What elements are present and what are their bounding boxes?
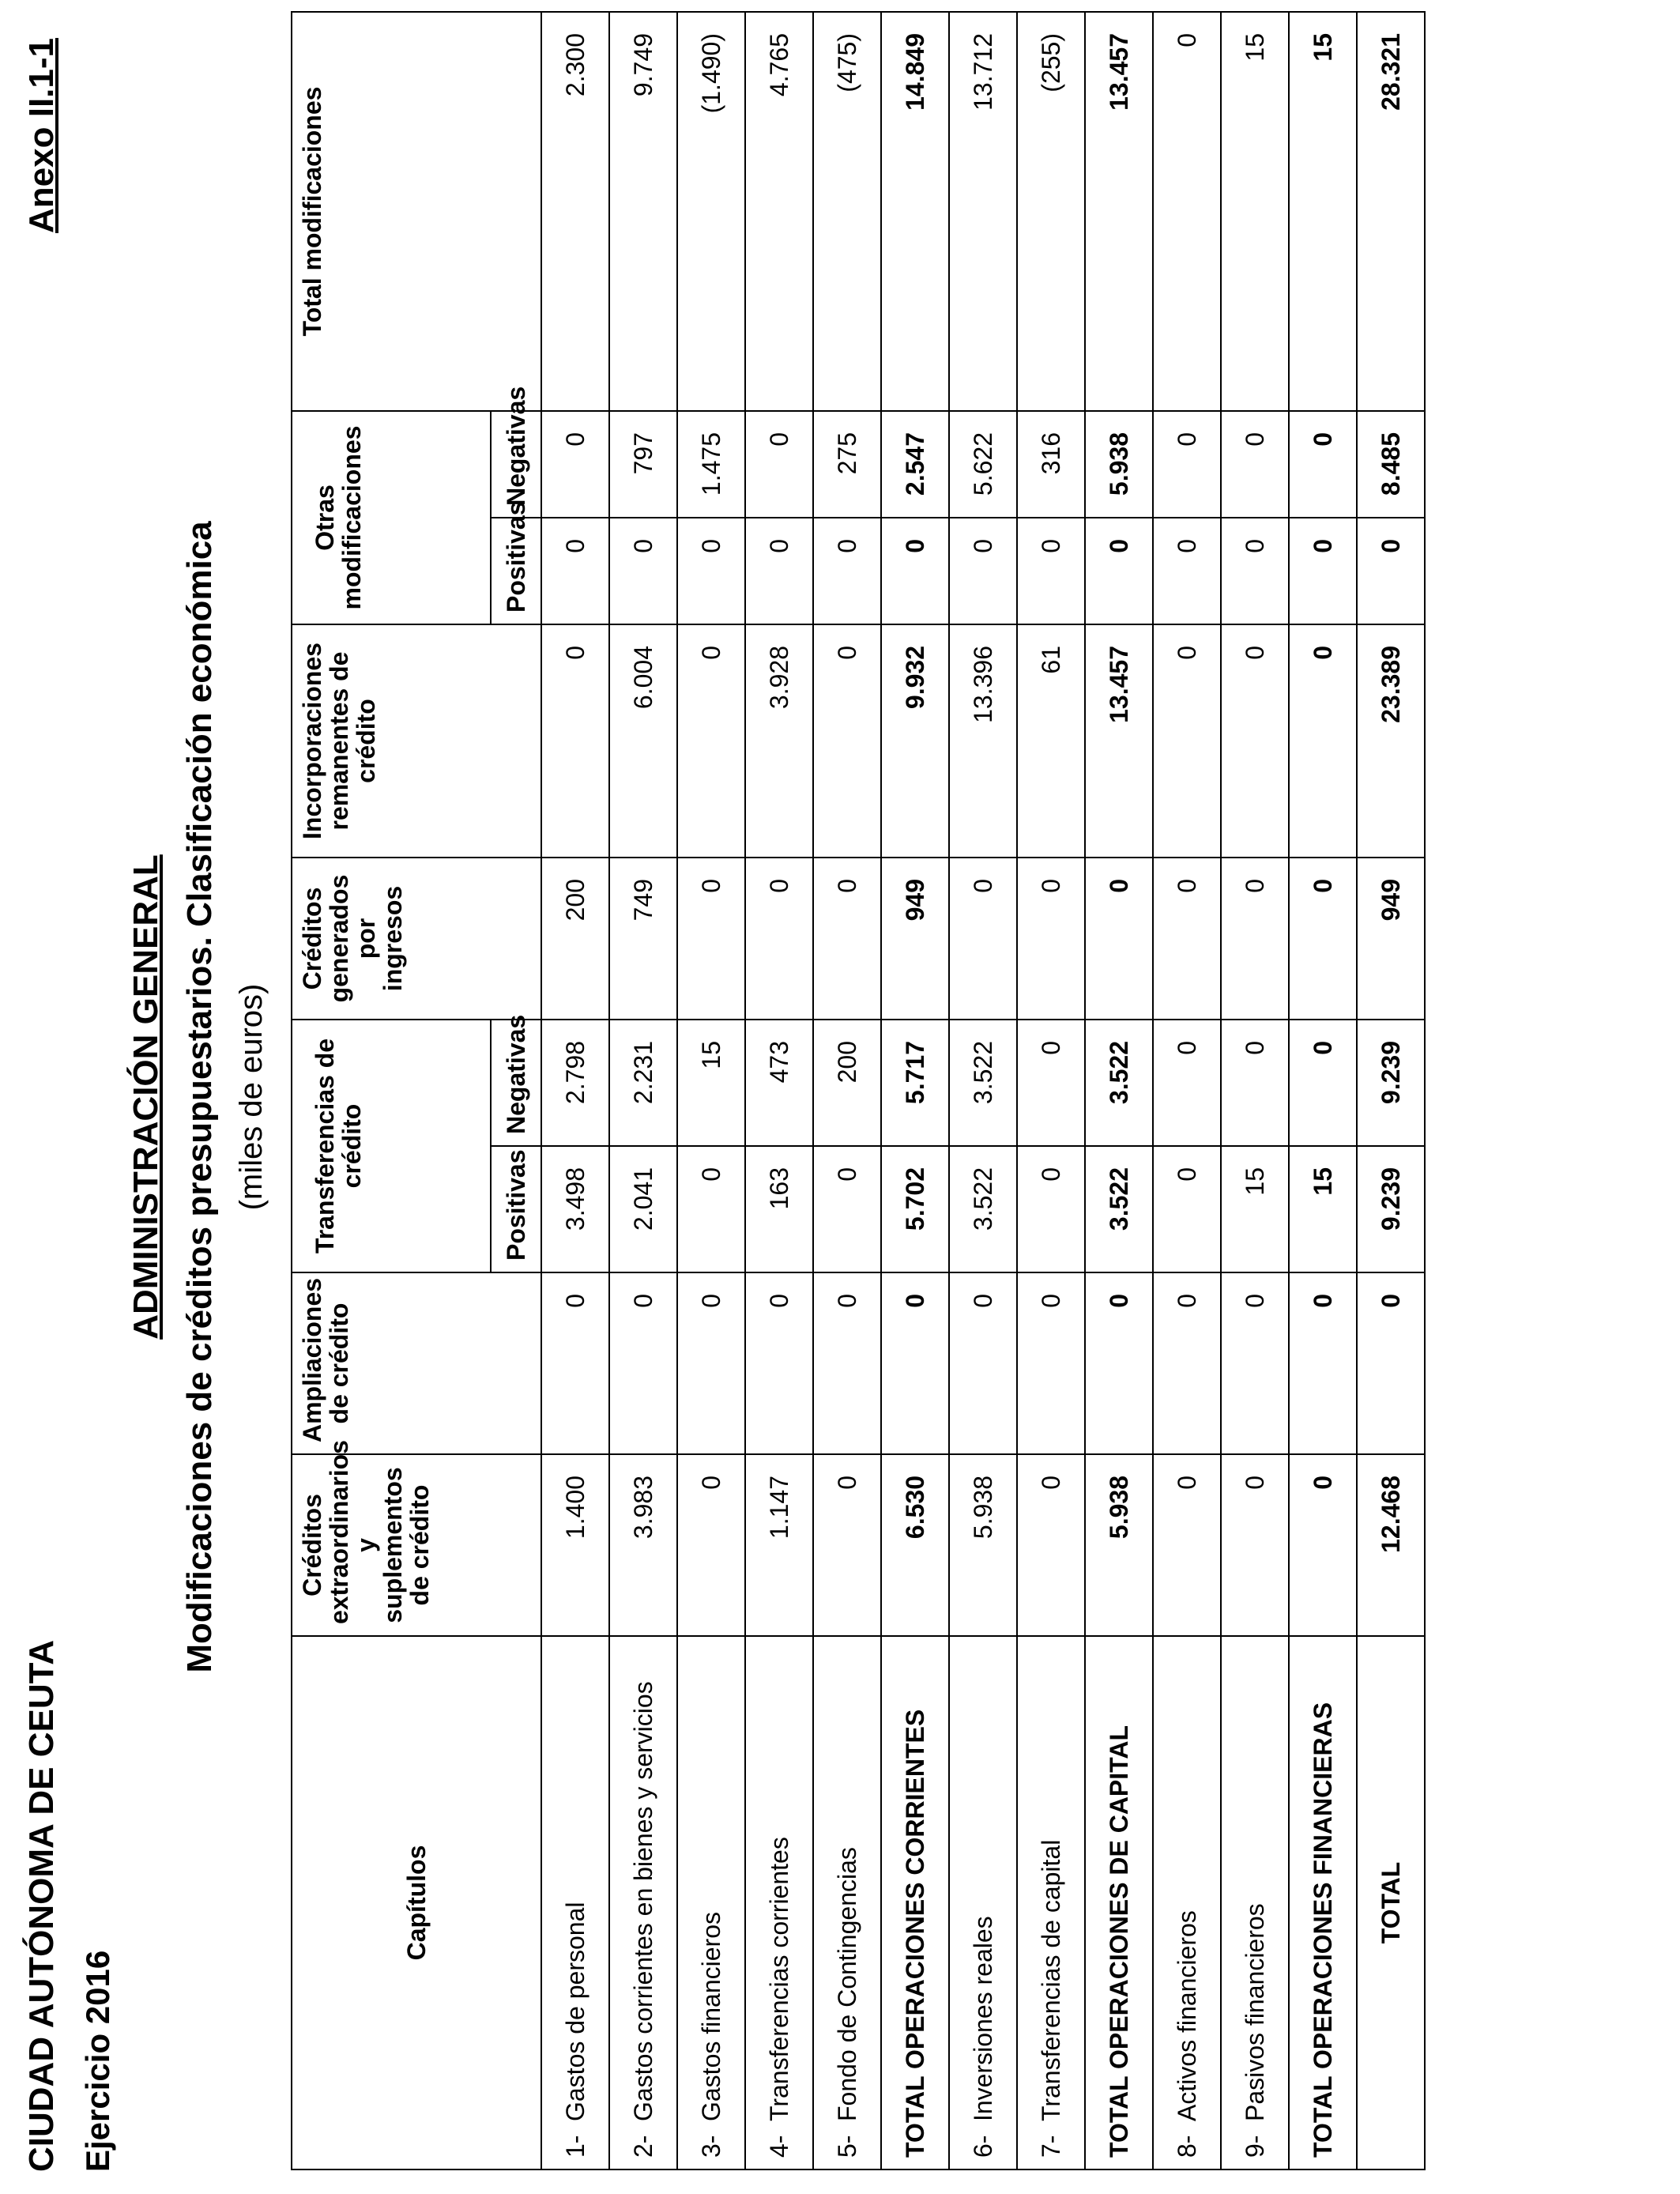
value-cell: 0 xyxy=(1289,1020,1357,1146)
row-label xyxy=(1017,1636,1085,2169)
value-cell: 0 xyxy=(949,858,1017,1020)
value-cell: 1.147 xyxy=(745,1454,813,1636)
value-cell: 0 xyxy=(677,1454,745,1636)
value-cell: 1.475 xyxy=(677,411,745,518)
value-cell: 0 xyxy=(1017,1146,1085,1272)
value-cell: 0 xyxy=(1221,1020,1289,1146)
table-row xyxy=(1153,12,1221,2169)
value-cell: 316 xyxy=(1017,411,1085,518)
row-label xyxy=(541,1636,609,2169)
table-body xyxy=(541,12,1425,2169)
value-cell: 0 xyxy=(1153,1020,1221,1146)
value-cell: 9.239 xyxy=(1357,1146,1425,1272)
subtotal-row xyxy=(1289,12,1357,2169)
value-cell: 2.798 xyxy=(541,1020,609,1146)
value-cell: 0 xyxy=(1153,1454,1221,1636)
table-row xyxy=(745,12,813,2169)
chapter-label: Gastos financieros xyxy=(696,1911,725,2121)
value-cell: 749 xyxy=(609,858,677,1020)
row-label xyxy=(745,1636,813,2169)
value-cell: 0 xyxy=(1289,858,1357,1020)
header-transferencias-negativas: Negativas xyxy=(491,1020,541,1146)
chapter-label: TOTAL OPERACIONES CORRIENTES xyxy=(900,1709,929,2158)
value-cell: 473 xyxy=(745,1020,813,1146)
row-label xyxy=(1153,1636,1221,2169)
value-cell: 0 xyxy=(1289,624,1357,858)
table-row xyxy=(813,12,881,2169)
units-note: (miles de euros) xyxy=(234,983,269,1211)
value-cell: 0 xyxy=(1153,1272,1221,1454)
chapter-number: 1- xyxy=(560,2135,590,2158)
value-cell: 15 xyxy=(1221,1146,1289,1272)
table-row xyxy=(1221,12,1289,2169)
chapter-label: Activos financieros xyxy=(1172,1910,1201,2121)
annex-label: Anexo II.1-1 xyxy=(22,38,61,233)
header-transferencias-positivas: Positivas xyxy=(491,1146,541,1272)
row-label xyxy=(813,1636,881,2169)
value-cell: 5.938 xyxy=(949,1454,1017,1636)
table-row xyxy=(541,12,609,2169)
chapter-label: Fondo de Contingencias xyxy=(832,1847,861,2121)
header-ampliaciones: Ampliaciones de crédito xyxy=(292,1272,541,1454)
value-cell: 0 xyxy=(541,624,609,858)
value-cell: 3.983 xyxy=(609,1454,677,1636)
value-cell: 0 xyxy=(813,1146,881,1272)
value-cell: 0 xyxy=(1153,624,1221,858)
value-cell: 0 xyxy=(949,518,1017,624)
chapter-label: TOTAL xyxy=(1376,1861,1405,1944)
value-cell: 163 xyxy=(745,1146,813,1272)
value-cell: 797 xyxy=(609,411,677,518)
value-cell: 5.702 xyxy=(881,1146,949,1272)
chapter-label: Gastos corrientes en bienes y servicios xyxy=(628,1681,657,2121)
value-cell: (1.490) xyxy=(677,12,745,411)
value-cell: 200 xyxy=(813,1020,881,1146)
value-cell: 0 xyxy=(1221,1272,1289,1454)
value-cell: 13.396 xyxy=(949,624,1017,858)
value-cell: 0 xyxy=(1017,518,1085,624)
header-transferencias: Transferencias de crédito xyxy=(292,1020,491,1272)
table-row xyxy=(949,12,1017,2169)
value-cell: 949 xyxy=(1357,858,1425,1020)
row-label xyxy=(677,1636,745,2169)
value-cell: 5.938 xyxy=(1085,1454,1153,1636)
value-cell: 0 xyxy=(609,518,677,624)
chapter-number: 5- xyxy=(832,2135,861,2158)
value-cell: 8.485 xyxy=(1357,411,1425,518)
value-cell: 0 xyxy=(677,1146,745,1272)
value-cell: 275 xyxy=(813,411,881,518)
value-cell: 0 xyxy=(541,518,609,624)
table-row xyxy=(1017,12,1085,2169)
value-cell: 0 xyxy=(541,1272,609,1454)
value-cell: (255) xyxy=(1017,12,1085,411)
value-cell: 9.749 xyxy=(609,12,677,411)
header-creditos-generados: Créditos generados por ingresos xyxy=(292,858,541,1020)
value-cell: 3.522 xyxy=(949,1020,1017,1146)
row-label xyxy=(1289,1636,1357,2169)
value-cell: 0 xyxy=(813,1272,881,1454)
chapter-number: 7- xyxy=(1036,2135,1065,2158)
value-cell: 200 xyxy=(541,858,609,1020)
value-cell: 14.849 xyxy=(881,12,949,411)
value-cell: 3.522 xyxy=(1085,1146,1153,1272)
table-row xyxy=(677,12,745,2169)
report-title: ADMINISTRACIÓN GENERAL xyxy=(126,854,165,1340)
value-cell: 6.004 xyxy=(609,624,677,858)
value-cell: 0 xyxy=(677,518,745,624)
row-label xyxy=(1357,1636,1425,2169)
value-cell: 0 xyxy=(1221,411,1289,518)
value-cell: 3.522 xyxy=(1085,1020,1153,1146)
value-cell: 0 xyxy=(1153,1146,1221,1272)
report-subtitle: Modificaciones de créditos presupuestarios. Clasificación económica xyxy=(180,521,219,1673)
header-capitulos: Capítulos xyxy=(292,1636,541,2169)
value-cell: 949 xyxy=(881,858,949,1020)
value-cell: 2.300 xyxy=(541,12,609,411)
value-cell: 0 xyxy=(1017,1454,1085,1636)
value-cell: 0 xyxy=(1357,1272,1425,1454)
value-cell: 0 xyxy=(813,858,881,1020)
fiscal-year: Ejercicio 2016 xyxy=(79,1950,116,2172)
grand-total-row xyxy=(1357,12,1425,2169)
value-cell: 0 xyxy=(881,518,949,624)
value-cell: 4.765 xyxy=(745,12,813,411)
value-cell: 0 xyxy=(1221,624,1289,858)
value-cell: 13.712 xyxy=(949,12,1017,411)
value-cell: 0 xyxy=(813,624,881,858)
value-cell: 0 xyxy=(1085,518,1153,624)
value-cell: (475) xyxy=(813,12,881,411)
chapter-number: 3- xyxy=(696,2135,725,2158)
value-cell: 0 xyxy=(745,411,813,518)
value-cell: 0 xyxy=(1153,858,1221,1020)
value-cell: 0 xyxy=(1289,518,1357,624)
value-cell: 15 xyxy=(1289,12,1357,411)
value-cell: 3.928 xyxy=(745,624,813,858)
value-cell: 0 xyxy=(1289,411,1357,518)
organization-name: CIUDAD AUTÓNOMA DE CEUTA xyxy=(22,1640,61,2172)
value-cell: 0 xyxy=(541,411,609,518)
row-label xyxy=(1085,1636,1153,2169)
value-cell: 0 xyxy=(745,858,813,1020)
value-cell: 13.457 xyxy=(1085,624,1153,858)
chapter-number: 2- xyxy=(628,2135,657,2158)
value-cell: 0 xyxy=(813,1454,881,1636)
value-cell: 13.457 xyxy=(1085,12,1153,411)
row-label xyxy=(881,1636,949,2169)
chapter-label: Transferencias corrientes xyxy=(764,1837,793,2121)
value-cell: 0 xyxy=(1289,1454,1357,1636)
subtotal-row xyxy=(1085,12,1153,2169)
chapter-label: Gastos de personal xyxy=(560,1902,590,2121)
value-cell: 0 xyxy=(813,518,881,624)
value-cell: 3.498 xyxy=(541,1146,609,1272)
value-cell: 0 xyxy=(1017,1020,1085,1146)
value-cell: 0 xyxy=(881,1272,949,1454)
value-cell: 9.932 xyxy=(881,624,949,858)
value-cell: 5.938 xyxy=(1085,411,1153,518)
value-cell: 0 xyxy=(1153,12,1221,411)
header-otras-negativas: Negativas xyxy=(491,411,541,518)
value-cell: 0 xyxy=(949,1272,1017,1454)
value-cell: 15 xyxy=(1289,1146,1357,1272)
table-row xyxy=(609,12,677,2169)
header-incorporaciones: Incorporaciones remanentes de crédito xyxy=(292,624,541,858)
value-cell: 23.389 xyxy=(1357,624,1425,858)
value-cell: 0 xyxy=(1221,518,1289,624)
value-cell: 0 xyxy=(1085,1272,1153,1454)
chapter-number: 6- xyxy=(968,2135,997,2158)
chapter-label: Pasivos financieros xyxy=(1240,1903,1269,2121)
value-cell: 0 xyxy=(1289,1272,1357,1454)
chapter-label: TOTAL OPERACIONES DE CAPITAL xyxy=(1104,1725,1133,2158)
value-cell: 5.717 xyxy=(881,1020,949,1146)
header-total-modificaciones: Total modificaciones xyxy=(292,12,541,411)
value-cell: 12.468 xyxy=(1357,1454,1425,1636)
value-cell: 0 xyxy=(1017,858,1085,1020)
value-cell: 9.239 xyxy=(1357,1020,1425,1146)
value-cell: 2.231 xyxy=(609,1020,677,1146)
header-otras-modificaciones: Otras modificaciones xyxy=(292,411,491,624)
value-cell: 2.547 xyxy=(881,411,949,518)
chapter-label: Transferencias de capital xyxy=(1036,1839,1065,2121)
chapter-number: 4- xyxy=(764,2135,793,2158)
value-cell: 0 xyxy=(677,624,745,858)
chapter-number: 9- xyxy=(1240,2135,1269,2158)
value-cell: 5.622 xyxy=(949,411,1017,518)
chapter-number: 8- xyxy=(1172,2135,1201,2158)
value-cell: 0 xyxy=(745,1272,813,1454)
value-cell: 0 xyxy=(1153,518,1221,624)
value-cell: 6.530 xyxy=(881,1454,949,1636)
value-cell: 0 xyxy=(1017,1272,1085,1454)
value-cell: 15 xyxy=(1221,12,1289,411)
chapter-label: Inversiones reales xyxy=(968,1916,997,2121)
value-cell: 0 xyxy=(1085,858,1153,1020)
value-cell: 0 xyxy=(677,1272,745,1454)
value-cell: 0 xyxy=(1357,518,1425,624)
value-cell: 2.041 xyxy=(609,1146,677,1272)
value-cell: 28.321 xyxy=(1357,12,1425,411)
value-cell: 1.400 xyxy=(541,1454,609,1636)
value-cell: 0 xyxy=(1153,411,1221,518)
value-cell: 3.522 xyxy=(949,1146,1017,1272)
value-cell: 0 xyxy=(677,858,745,1020)
value-cell: 0 xyxy=(745,518,813,624)
value-cell: 0 xyxy=(609,1272,677,1454)
value-cell: 61 xyxy=(1017,624,1085,858)
value-cell: 0 xyxy=(1221,858,1289,1020)
row-label xyxy=(1221,1636,1289,2169)
modifications-table xyxy=(291,11,1426,2170)
header-creditos-extraordinarios: Créditos extraordinarios y suplementos de crédito xyxy=(292,1454,541,1636)
header-otras-positivas: Positivas xyxy=(491,518,541,624)
row-label xyxy=(949,1636,1017,2169)
value-cell: 0 xyxy=(1221,1454,1289,1636)
chapter-label: TOTAL OPERACIONES FINANCIERAS xyxy=(1308,1702,1337,2158)
value-cell: 15 xyxy=(677,1020,745,1146)
subtotal-row xyxy=(881,12,949,2169)
row-label xyxy=(609,1636,677,2169)
